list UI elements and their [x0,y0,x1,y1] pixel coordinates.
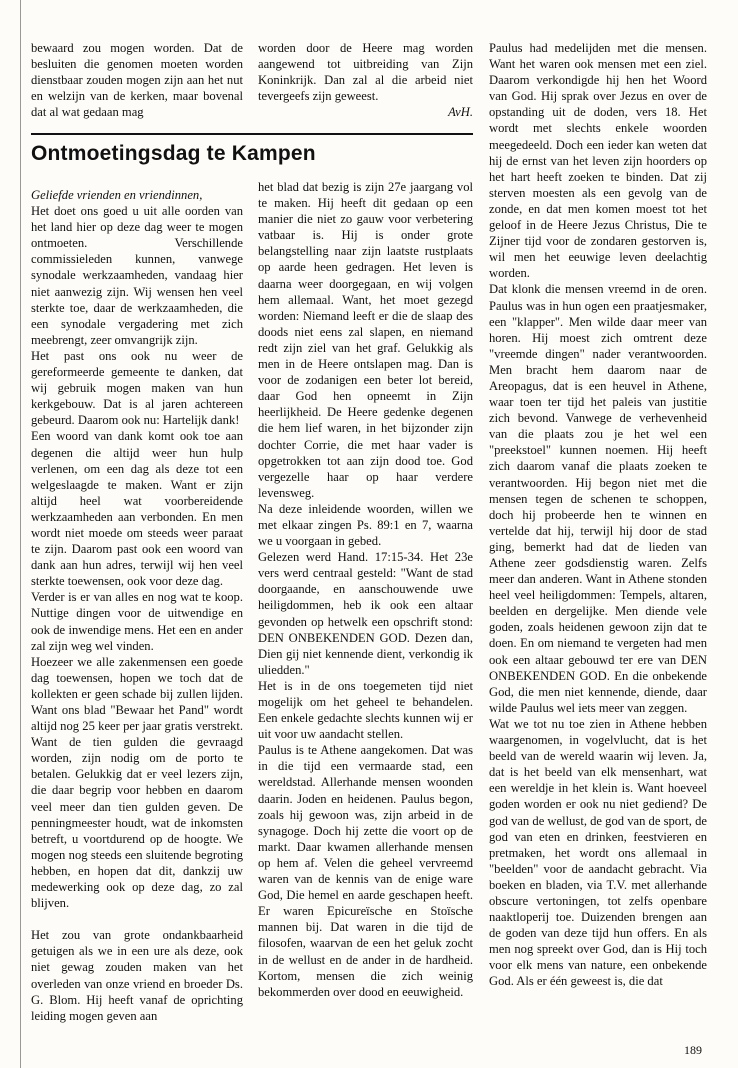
paragraph: Het past ons ook nu weer de gereformeerde gemeente te danken, dat wij gebruik mogen maken van hun kerkgebouw. Dat is al jaren achtereen gebeurd. Daarom ook nu: Hartelijk dank! [31,348,243,428]
article-column-left [31,187,243,1024]
paragraph: Dat klonk die mensen vreemd in de oren. Paulus was in hun ogen een praatjesmaker, een "klapper". Men wilde daar meer van horen. Hij moest zich omtrent deze "vreemde dingen" nader verantwoorden. Men bracht hem daarom naar de Areopagus, dat is een heuvel in Athene, waar toen ter tijd het paleis van justitie zich bevond. Vanwege de verhevenheid van die plaats zou je het wel een "preekstoel" kunnen noemen. Hij heeft zich daarom vanaf die plaats zoeken te verantwoorden. Hij begon niet met die mensen tegen de schenen te schoppen, doch hij probeerde hen te winnen en vertelde dat hij, terwijl hij door de stad ging, bemerkt had dat de lieden van Athene zeer godsdienstig waren. Zelfs meer dan anderen. Want in Athene stonden heel veel heiligdommen: Tempels, altaren, beelden en dergelijke. Men diende vele goden, zoals heidenen gewoon zijn dat te doen. En om niemand te vergeten had men ook een altaar gebouwd ter ere van DEN ONBEKENDEN GOD. En die onbekende God, die men niet kennende, diende, daar wilde Paulus wel iets meer van zeggen. [489,282,707,715]
author-signature: AvH. [448,105,473,120]
page-edge-line [20,0,21,1068]
article-column-right [489,40,707,990]
paragraph: Paulus is te Athene aangekomen. Dat was in die tijd een vermaarde stad, een wereldstad. Allerhande mensen woonden daarin. Joden en heidenen. Paulus begon, zoals hij gewoon was, zijn arbeid in de synagoge. Doch hij zette die voort op de markt. Daar kwamen allerhande mensen op hem af. Velen die geheel vervreemd waren van de kennis van de enige ware God, Die hemel en aarde geschapen heeft. Er waren Epicureïsche en Stoïsche mannen bij. Dat waren in die tijd de filosofen, waarvan de een het geluk zocht in de wellust en de ander in de hardheid. Kortom, mensen die zich weinig bekommerden over dood en eeuwigheid. [258,743,473,999]
paragraph: Verder is er van alles en nog wat te koop. Nuttige dingen voor de uitwendige en ook de inwendige mens. Het een en ander zal zijn weg wel vinden. [31,590,243,653]
page-number: 189 [684,1043,702,1057]
section-divider [31,133,473,135]
paragraph: bewaard zou mogen worden. Dat de besluiten die genomen moeten worden dienstbaar zouden mogen zijn aan het nut en welzijn van de kerken, maar bovenal dat al wat gedaan mag [31,41,243,120]
paragraph: Het is in de ons toegemeten tijd niet mogelijk om het geheel te behandelen. Een enkele gedachte slechts kunnen wij er uit voor uw aandacht stellen. [258,678,473,742]
paragraph: Wat we tot nu toe zien in Athene hebben waargenomen, in vogelvlucht, dat is het beeld van de wereld waarin wij leven. Ja, dat is het beeld van elk mensenhart, wat een wereldje in het klein is. Want hoeveel goden worden er ook nu niet gediend? De god van de wellust, de god van de sport, de god van eten en drinken, feestvieren en pretmaken, het wordt ons allemaal in "beelden" voor de aandacht gebracht. Via boeken en bladen, via T.V. met allerhande obscure vertoningen, tot zelfs openbare naaktloperij toe. Duizenden brengen aan de goden van deze tijd hun offers. En als men nog spreekt over God, dan is Hij toch voor elk mens van nature, een onbekende God. Als er één geweest is, die dat [489,716,707,989]
paragraph: Het zou van grote ondankbaarheid getuigen als we in een ure als deze, ook niet gewag zouden maken van het overleden van onze vriend en broeder Ds. G. Blom. Hij heeft vanaf de oprichting leiding mogen geven aan [31,928,243,1023]
paragraph: Paulus had medelijden met die mensen. Want het waren ook mensen met een ziel. Daarom verkondigde hij hen het Woord van God. Hij sprak over Jezus en over de opstanding uit de doden, vers 18. Het wordt met slechts enkele woorden meegedeeld. Doch een ieder kan weten dat hij de ernst van het leven zijn hoorders op het hart heeft zoeken te binden. Dat zij sterven moesten als een gevolg van de zonde, en dat men komen moest tot het geloof in de Heere Jezus Christus, Die te Zijner tijd voor de zondaren gestorven is, wil men het eeuwige leven deelachtig worden. [489,41,707,281]
paragraph: Na deze inleidende woorden, willen we met elkaar zingen Ps. 89:1 en 7, waarna we u voorgaan in gebed. [258,501,473,549]
article-title: Ontmoetingsdag te Kampen [31,142,316,165]
salutation: Geliefde vrienden en vriendinnen, [31,188,203,202]
paragraph: Hoezeer we alle zakenmensen een goede dag toewensen, hopen we toch dat de kollekten er geen schade bij zullen lijden. Want ons blad "Bewaar het Pand" wordt altijd nog 25 keer per jaar gratis verstrekt. Want de tien gulden die gevraagd worden, zijn nodig om de porto te betalen. Gelukkig dat er veel lezers zijn, die daar begrip voor hebben en daarom veel meer dan tien gulden geven. De penningmeester houdt, wat de inkomsten betreft, u voortdurend op de hoogte. We mogen nog steeds een sluitende begroting hebben, en hopen dat dit, dankzij uw medewerking ook op deze dag, zo zal blijven. [31,654,243,911]
paragraph: het blad dat bezig is zijn 27e jaargang vol te maken. Hij heeft dit gedaan op een manier die niet zo gauw voor verbetering vatbaar is. Hij is onder grote belangstelling naar zijn laatste rustplaats op aarde heen gedragen. Het leven is daarna weer doorgegaan, en wij volgen hem allemaal. Want, het moet gezegd worden: Niemand leeft er die de slaap des doods niet eens zal slapen, en niemand redt zijn ziel van het graf. Gelukkig als men in de Heere ontslapen mag. Dan is voor de zodanigen een beter lot bereid, daar God hen opneemt in Zijn heerlijkheid. De Heere gedenke degenen die hem lief waren, in het bijzonder zijn dochter Corrie, die met haar vader is opgetrokken tot aan zijn dood toe. God vergezelle haar op haar verdere levensweg. [258,180,473,500]
previous-article-column-1 [31,40,243,120]
paragraph: Gelezen werd Hand. 17:15-34. Het 23e vers werd centraal gesteld: "Want de stad doorgaande, en aanschouwende uwe heiligdommen, heb ik ook een altaar gevonden op hetwelk een opschrift stond: DEN ONBEKENDEN GOD. Dezen dan, Dien gij niet kennende dient, verkondig ik uliedden." [258,550,473,677]
paragraph: Een woord van dank komt ook toe aan degenen die altijd weer hun hulp verlenen, om een dag als deze tot een welgeslaagde te maken. Want er zijn altijd heel wat voorbereidende werkzaamheden aan verbonden. En men wordt niet moede om steeds weer paraat te zijn. Daarom past ook een woord van dank aan hun adres, terwijl wij hen veel sterkte toewensen, ook voor deze dag. [31,429,243,589]
paragraph: Het doet ons goed u uit alle oorden van het land hier op deze dag weer te mogen ontmoeten. Verschillende commissieleden kunnen, vanwege synodale werkzaamheden, vandaag hier niet aanwezig zijn. Wij wensen hen veel sterkte toe, daar de werkzaamheden, die een synodale vergadering met zich meebrengt, zeer omvangrijk zijn. [31,204,243,347]
previous-article-column-2 [258,40,473,120]
paragraph: worden door de Heere mag worden aangewend tot uitbreiding van Zijn Koninkrijk. Dan zal al die arbeid niet tevergeefs zijn geweest. [258,41,473,104]
article-column-middle [258,179,473,1000]
